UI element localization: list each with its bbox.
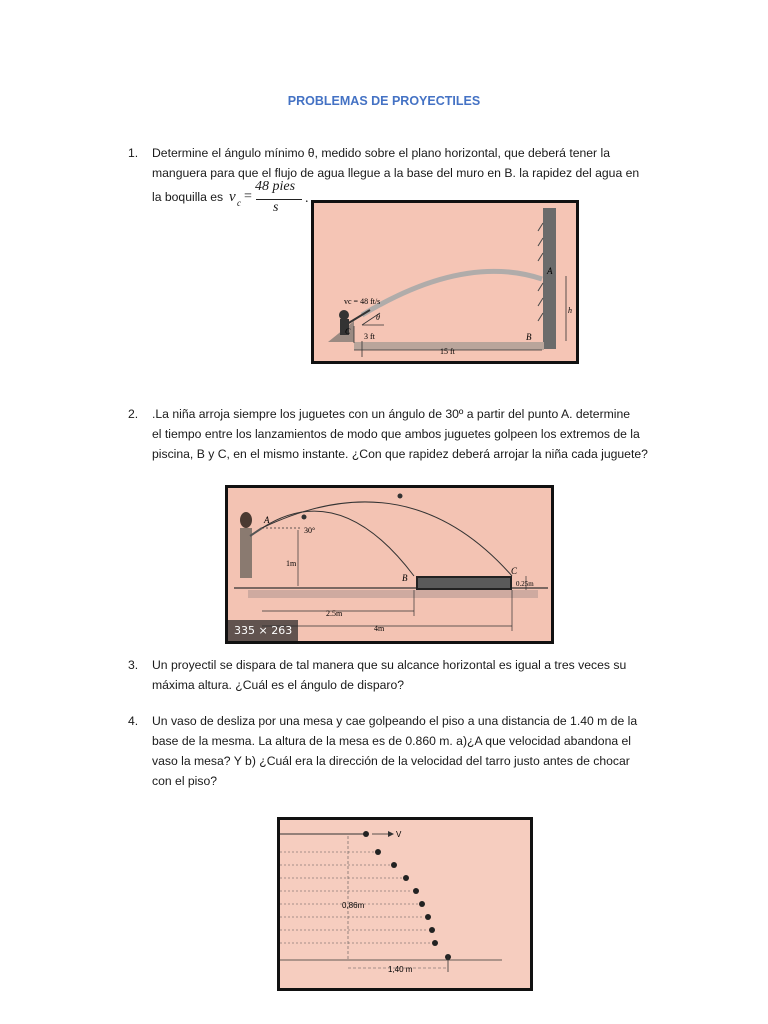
point-a-label: A	[264, 515, 270, 525]
theta-label: θ	[376, 313, 380, 322]
problem-number: 1.	[128, 146, 139, 160]
figure-table-glass	[277, 817, 533, 991]
problem-number: 3.	[128, 658, 139, 672]
point-a-label: A	[547, 266, 553, 276]
problem-line: Un vaso de desliza por una mesa y cae golpeando el piso a una distancia de 1.40 m de la	[152, 714, 638, 728]
problem-line: máxima altura. ¿Cuál es el ángulo de disparo?	[152, 678, 405, 692]
velocity-label: V	[396, 830, 402, 839]
figure-hose-wall	[311, 200, 579, 364]
height-label: 0,86m	[342, 901, 365, 910]
page-title: PROBLEMAS DE PROYECTILES	[287, 94, 481, 108]
problem-line: con el piso?	[152, 774, 218, 788]
problem-line: base de la mesma. La altura de la mesa es de 0.860 m. a)¿A que velocidad abandona el	[152, 734, 632, 748]
problem-line: la boquilla es	[152, 190, 224, 204]
problem-line: Un proyectil se dispara de tal manera que su alcance horizontal es igual a tres veces su	[152, 658, 627, 672]
three-ft-label: 3 ft	[364, 332, 375, 341]
distance-label: 15 ft	[440, 347, 455, 356]
problem-line: piscina, B y C, en el mismo instante. ¿Con que rapidez deberá arrojar la niña cada juguete?	[152, 447, 648, 461]
problem-number: 4.	[128, 714, 139, 728]
problem-line: Determine el ángulo mínimo θ, medido sobre el plano horizontal, que deberá tener la	[152, 146, 610, 160]
problem-line: .La niña arroja siempre los juguetes con un ángulo de 30º a partir del punto A. determine	[152, 407, 631, 421]
problem-line: el tiempo entre los lanzamientos de modo que ambos juguetes golpeen los extremos de la	[152, 427, 640, 441]
height-label: 1m	[286, 559, 297, 568]
height-label: h	[568, 306, 572, 315]
velocity-label: vc = 48 ft/s	[344, 297, 381, 306]
image-size-badge: 335 × 263	[228, 620, 298, 641]
distance-label: 4m	[374, 624, 385, 633]
point-c-label: C	[511, 566, 518, 576]
point-c-label: C	[345, 327, 351, 336]
problem-number: 2.	[128, 407, 139, 421]
point-b-label: B	[526, 332, 532, 342]
problem-line: manguera para que el flujo de agua llegue a la base del muro en B. la rapidez del agua en	[152, 166, 640, 180]
distance-label: 2.5m	[326, 609, 343, 618]
angle-label: 30°	[304, 526, 316, 535]
point-b-label: B	[402, 573, 408, 583]
depth-label: 0.25m	[516, 580, 534, 588]
problem-line: vaso la mesa? Y b) ¿Cuál era la dirección de la velocidad del tarro justo antes de chocar	[152, 754, 630, 768]
figure-girl-pool	[225, 485, 554, 644]
distance-label: 1,40 m	[388, 965, 413, 974]
